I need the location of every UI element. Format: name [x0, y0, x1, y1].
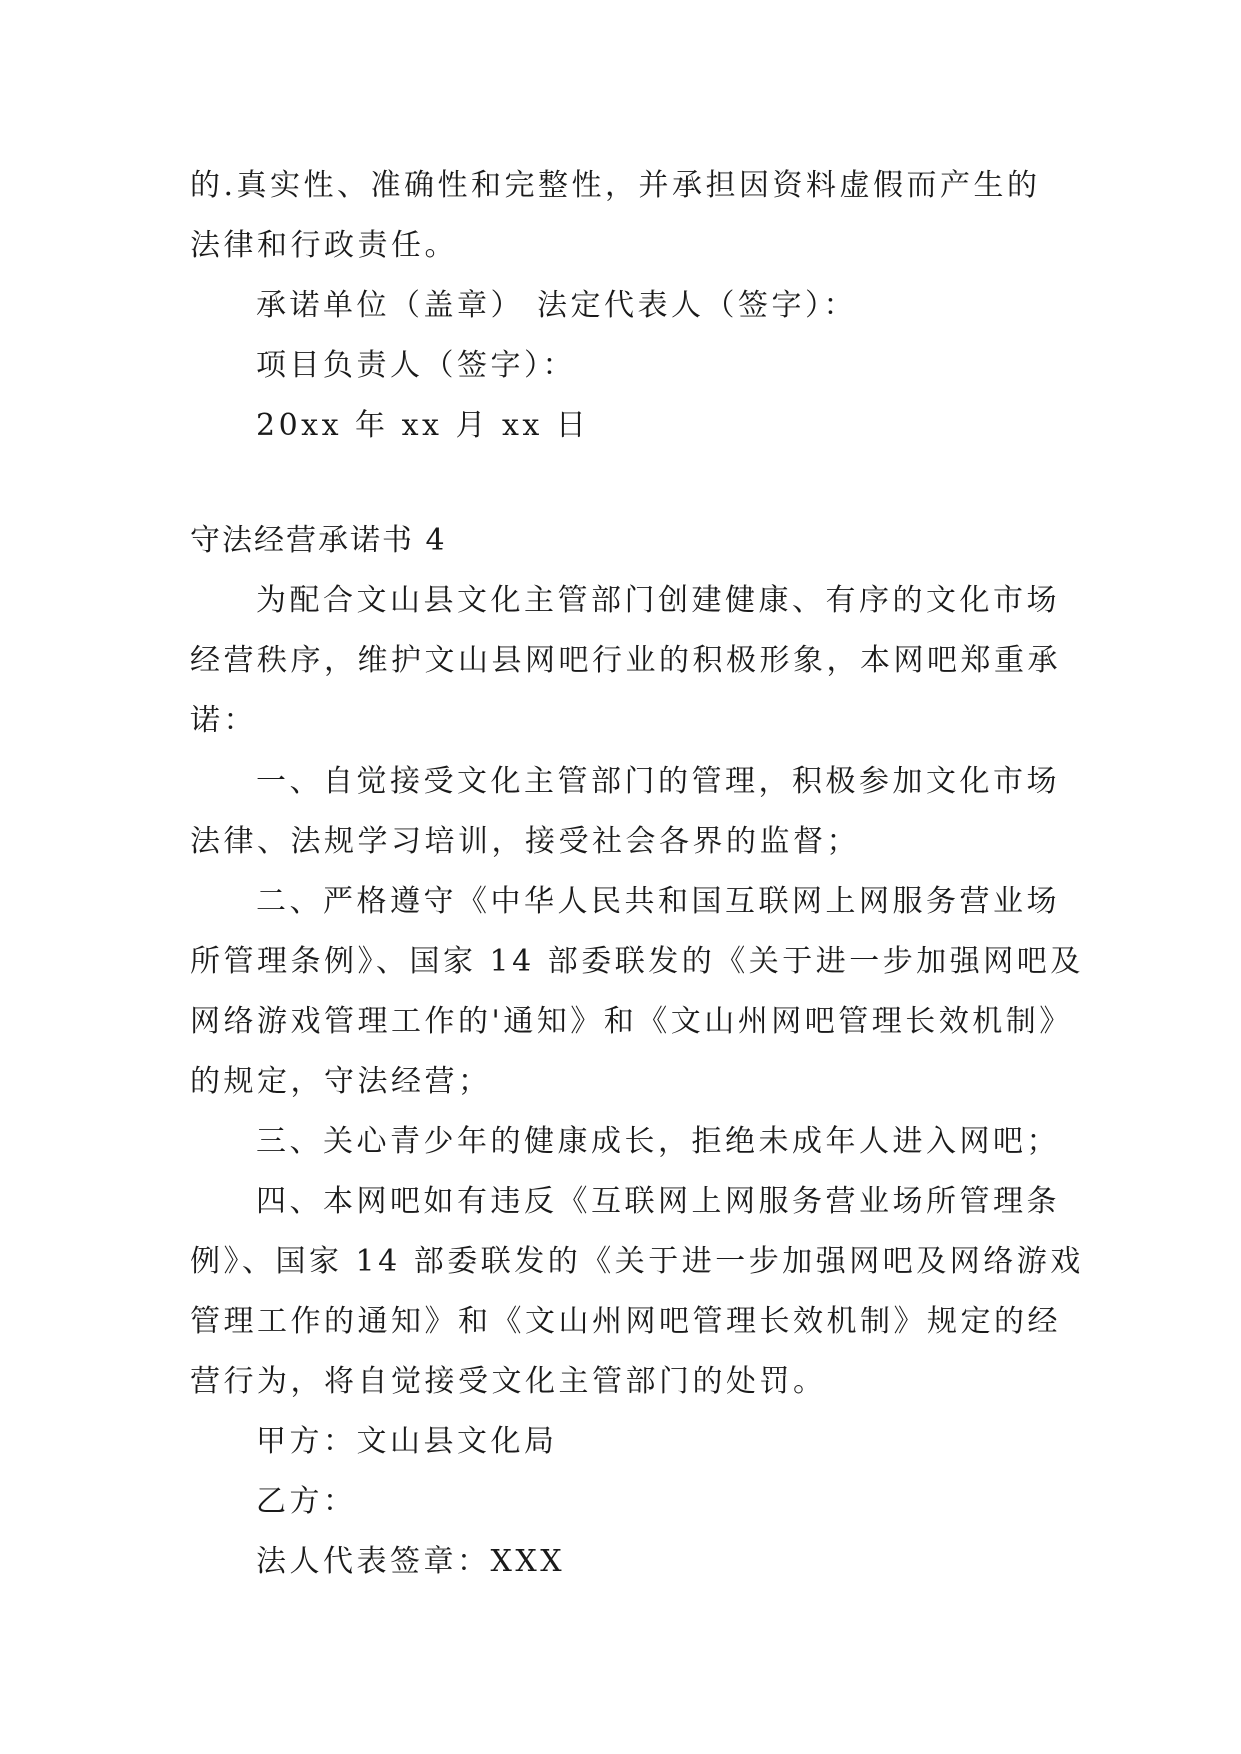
- clause-line: 例》、国家 14 部委联发的《关于进一步加强网吧及网络游戏: [190, 1244, 1084, 1279]
- date-line: 20xx 年 xx 月 xx 日: [256, 408, 590, 443]
- party-b-line: 乙方：: [256, 1484, 357, 1519]
- paragraph-line: 诺：: [190, 703, 257, 738]
- legal-rep-signature-line: 法人代表签章：XXX: [256, 1544, 566, 1579]
- clause-line: 四、本网吧如有违反《互联网上网服务营业场所管理条: [256, 1184, 1060, 1219]
- project-lead-signature-line: 项目负责人（签字）：: [256, 348, 576, 383]
- clause-line: 三、关心青少年的健康成长，拒绝未成年人进入网吧；: [256, 1124, 1060, 1159]
- clause-line: 所管理条例》、国家 14 部委联发的《关于进一步加强网吧及: [190, 944, 1084, 979]
- pledge-unit-signature-line: 承诺单位（盖章） 法定代表人（签字）：: [256, 288, 858, 323]
- section-title: 守法经营承诺书 4: [190, 523, 447, 558]
- clause-line: 营行为，将自觉接受文化主管部门的处罚。: [190, 1364, 827, 1399]
- clause-line: 二、严格遵守《中华人民共和国互联网上网服务营业场: [256, 884, 1060, 919]
- paragraph-line: 经营秩序，维护文山县网吧行业的积极形象，本网吧郑重承: [190, 643, 1061, 678]
- clause-line: 一、自觉接受文化主管部门的管理，积极参加文化市场: [256, 764, 1060, 799]
- clause-line: 网络游戏管理工作的'通知》和《文山州网吧管理长效机制》: [190, 1004, 1073, 1039]
- clause-line: 法律、法规学习培训，接受社会各界的监督；: [190, 824, 860, 859]
- paragraph-line: 法律和行政责任。: [190, 228, 458, 263]
- party-a-line: 甲方：文山县文化局: [256, 1424, 558, 1459]
- paragraph-line: 为配合文山县文化主管部门创建健康、有序的文化市场: [256, 583, 1060, 618]
- clause-line: 管理工作的通知》和《文山州网吧管理长效机制》规定的经: [190, 1304, 1061, 1339]
- clause-line: 的规定，守法经营；: [190, 1064, 492, 1099]
- paragraph-line: 的.真实性、准确性和完整性，并承担因资料虚假而产生的: [190, 168, 1041, 203]
